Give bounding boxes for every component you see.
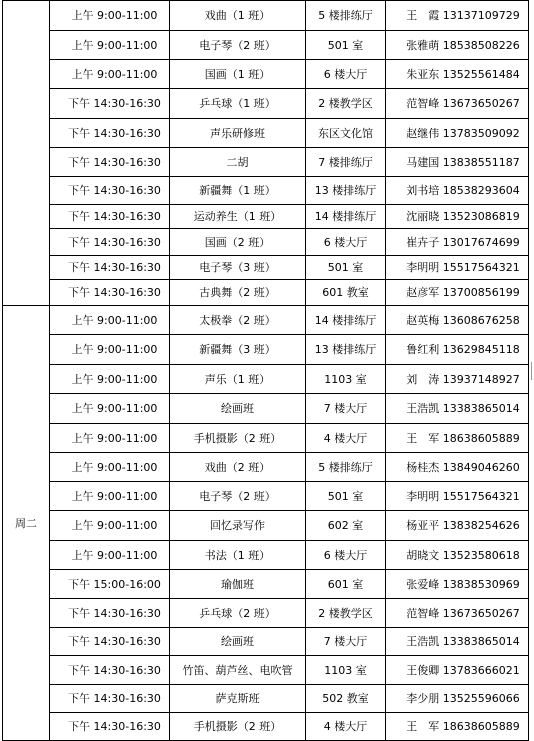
location-cell: 501 室 <box>306 256 386 280</box>
table-row <box>3 60 529 89</box>
time-cell: 上午 9:00-11:00 <box>50 511 170 541</box>
table-row <box>3 685 529 713</box>
location-cell: 602 室 <box>306 511 386 541</box>
contact-cell: 王浩凯 13383865014 <box>386 394 529 424</box>
time-cell: 上午 9:00-11:00 <box>50 394 170 424</box>
table-row <box>3 280 529 306</box>
contact-cell: 王 军 18638605889 <box>386 424 529 453</box>
class-name-cell: 国画（2 班） <box>170 229 306 256</box>
time-cell: 下午 14:30-16:30 <box>50 685 170 713</box>
time-cell: 下午 14:30-16:30 <box>50 280 170 306</box>
contact-cell: 刘书培 18538293604 <box>386 177 529 205</box>
time-cell: 下午 14:30-16:30 <box>50 256 170 280</box>
class-name-cell: 古典舞（2 班） <box>170 280 306 306</box>
location-cell: 502 教室 <box>306 685 386 713</box>
location-cell: 7 楼排练厅 <box>306 148 386 177</box>
location-cell: 2 楼教学区 <box>306 599 386 628</box>
table-row <box>3 365 529 394</box>
time-cell: 下午 15:00-16:00 <box>50 570 170 599</box>
time-cell: 下午 14:30-16:30 <box>50 628 170 656</box>
contact-cell: 李明明 15517564321 <box>386 482 529 511</box>
table-row <box>3 31 529 60</box>
contact-cell: 沈丽晓 13523086819 <box>386 205 529 229</box>
class-name-cell: 萨克斯班 <box>170 685 306 713</box>
location-cell: 13 楼排练厅 <box>306 335 386 365</box>
class-name-cell: 运动养生（1 班） <box>170 205 306 229</box>
contact-cell: 李少朋 13525596066 <box>386 685 529 713</box>
location-cell: 601 教室 <box>306 280 386 306</box>
contact-cell: 崔卉子 13017674699 <box>386 229 529 256</box>
contact-cell: 杨桂杰 13849046260 <box>386 453 529 482</box>
table-row <box>3 599 529 628</box>
table-row <box>3 713 529 741</box>
location-cell: 4 楼大厅 <box>306 713 386 741</box>
table-row <box>3 205 529 229</box>
class-schedule-table <box>2 0 529 741</box>
table-row <box>3 1 529 31</box>
time-cell: 下午 14:30-16:30 <box>50 713 170 741</box>
time-cell: 上午 9:00-11:00 <box>50 424 170 453</box>
table-row <box>3 119 529 148</box>
table-row <box>3 656 529 685</box>
contact-cell: 李明明 15517564321 <box>386 256 529 280</box>
location-cell: 4 楼大厅 <box>306 424 386 453</box>
table-row <box>3 424 529 453</box>
schedule-body <box>3 1 529 741</box>
class-name-cell: 乒乓球（1 班） <box>170 89 306 119</box>
time-cell: 下午 14:30-16:30 <box>50 229 170 256</box>
class-name-cell: 电子琴（2 班） <box>170 31 306 60</box>
contact-cell: 张爱峰 13838530969 <box>386 570 529 599</box>
time-cell: 上午 9:00-11:00 <box>50 482 170 511</box>
time-cell: 下午 14:30-16:30 <box>50 89 170 119</box>
contact-cell: 范智峰 13673650267 <box>386 599 529 628</box>
table-row <box>3 89 529 119</box>
location-cell: 14 楼排练厅 <box>306 306 386 335</box>
table-row <box>3 570 529 599</box>
class-name-cell: 二胡 <box>170 148 306 177</box>
table-row <box>3 148 529 177</box>
class-name-cell: 竹笛、葫芦丝、电吹管 <box>170 656 306 685</box>
location-cell: 5 楼排练厅 <box>306 453 386 482</box>
location-cell: 2 楼教学区 <box>306 89 386 119</box>
class-name-cell: 书法（1 班） <box>170 541 306 570</box>
location-cell: 1103 室 <box>306 365 386 394</box>
contact-cell: 赵继伟 13783509092 <box>386 119 529 148</box>
location-cell: 6 楼大厅 <box>306 229 386 256</box>
table-row <box>3 628 529 656</box>
location-cell: 601 室 <box>306 570 386 599</box>
location-cell: 501 室 <box>306 31 386 60</box>
class-name-cell: 手机摄影（2 班） <box>170 424 306 453</box>
class-name-cell: 戏曲（1 班） <box>170 1 306 31</box>
class-name-cell: 手机摄影（2 班） <box>170 713 306 741</box>
location-cell: 6 楼大厅 <box>306 60 386 89</box>
contact-cell: 张雅萌 18538508226 <box>386 31 529 60</box>
table-row <box>3 306 529 335</box>
class-name-cell: 绘画班 <box>170 394 306 424</box>
table-row <box>3 453 529 482</box>
time-cell: 下午 14:30-16:30 <box>50 148 170 177</box>
class-name-cell: 绘画班 <box>170 628 306 656</box>
class-name-cell: 电子琴（2 班） <box>170 482 306 511</box>
class-name-cell: 回忆录写作 <box>170 511 306 541</box>
class-name-cell: 声乐（1 班） <box>170 365 306 394</box>
location-cell: 14 楼排练厅 <box>306 205 386 229</box>
time-cell: 上午 9:00-11:00 <box>50 541 170 570</box>
table-row <box>3 482 529 511</box>
time-cell: 下午 14:30-16:30 <box>50 205 170 229</box>
contact-cell: 马建国 13838551187 <box>386 148 529 177</box>
day-cell: 周二 <box>3 306 50 741</box>
contact-cell: 赵英梅 13608676258 <box>386 306 529 335</box>
location-cell: 7 楼大厅 <box>306 628 386 656</box>
class-name-cell: 声乐研修班 <box>170 119 306 148</box>
class-name-cell: 新疆舞（1 班） <box>170 177 306 205</box>
time-cell: 下午 14:30-16:30 <box>50 656 170 685</box>
table-row <box>3 335 529 365</box>
contact-cell: 王 霞 13137109729 <box>386 1 529 31</box>
class-name-cell: 新疆舞（3 班） <box>170 335 306 365</box>
contact-cell: 朱亚东 13525561484 <box>386 60 529 89</box>
location-cell: 6 楼大厅 <box>306 541 386 570</box>
time-cell: 下午 14:30-16:30 <box>50 119 170 148</box>
location-cell: 7 楼大厅 <box>306 394 386 424</box>
contact-cell: 刘 涛 13937148927 <box>386 365 529 394</box>
table-row <box>3 256 529 280</box>
class-name-cell: 电子琴（3 班） <box>170 256 306 280</box>
class-name-cell: 戏曲（2 班） <box>170 453 306 482</box>
time-cell: 上午 9:00-11:00 <box>50 60 170 89</box>
class-name-cell: 太极拳（2 班） <box>170 306 306 335</box>
contact-cell: 王 军 18638605889 <box>386 713 529 741</box>
location-cell: 13 楼排练厅 <box>306 177 386 205</box>
time-cell: 上午 9:00-11:00 <box>50 306 170 335</box>
location-cell: 501 室 <box>306 482 386 511</box>
time-cell: 上午 9:00-11:00 <box>50 1 170 31</box>
contact-cell: 赵彦军 13700856199 <box>386 280 529 306</box>
table-row <box>3 394 529 424</box>
contact-cell: 王浩凯 13383865014 <box>386 628 529 656</box>
time-cell: 上午 9:00-11:00 <box>50 453 170 482</box>
class-name-cell: 瑜伽班 <box>170 570 306 599</box>
contact-cell: 范智峰 13673650267 <box>386 89 529 119</box>
class-name-cell: 乒乓球（2 班） <box>170 599 306 628</box>
time-cell: 上午 9:00-11:00 <box>50 365 170 394</box>
contact-cell: 胡晓文 13523580618 <box>386 541 529 570</box>
table-row <box>3 511 529 541</box>
table-row <box>3 177 529 205</box>
table-row <box>3 229 529 256</box>
time-cell: 上午 9:00-11:00 <box>50 31 170 60</box>
day-cell <box>3 1 50 306</box>
contact-cell: 鲁红利 13629845118 <box>386 335 529 365</box>
location-cell: 1103 室 <box>306 656 386 685</box>
class-name-cell: 国画（1 班） <box>170 60 306 89</box>
location-cell: 5 楼排练厅 <box>306 1 386 31</box>
table-row <box>3 541 529 570</box>
time-cell: 下午 14:30-16:30 <box>50 599 170 628</box>
contact-cell: 杨亚平 13838254626 <box>386 511 529 541</box>
time-cell: 下午 14:30-16:30 <box>50 177 170 205</box>
contact-cell: 王俊卿 13783666021 <box>386 656 529 685</box>
time-cell: 上午 9:00-11:00 <box>50 335 170 365</box>
location-cell: 东区文化馆 <box>306 119 386 148</box>
